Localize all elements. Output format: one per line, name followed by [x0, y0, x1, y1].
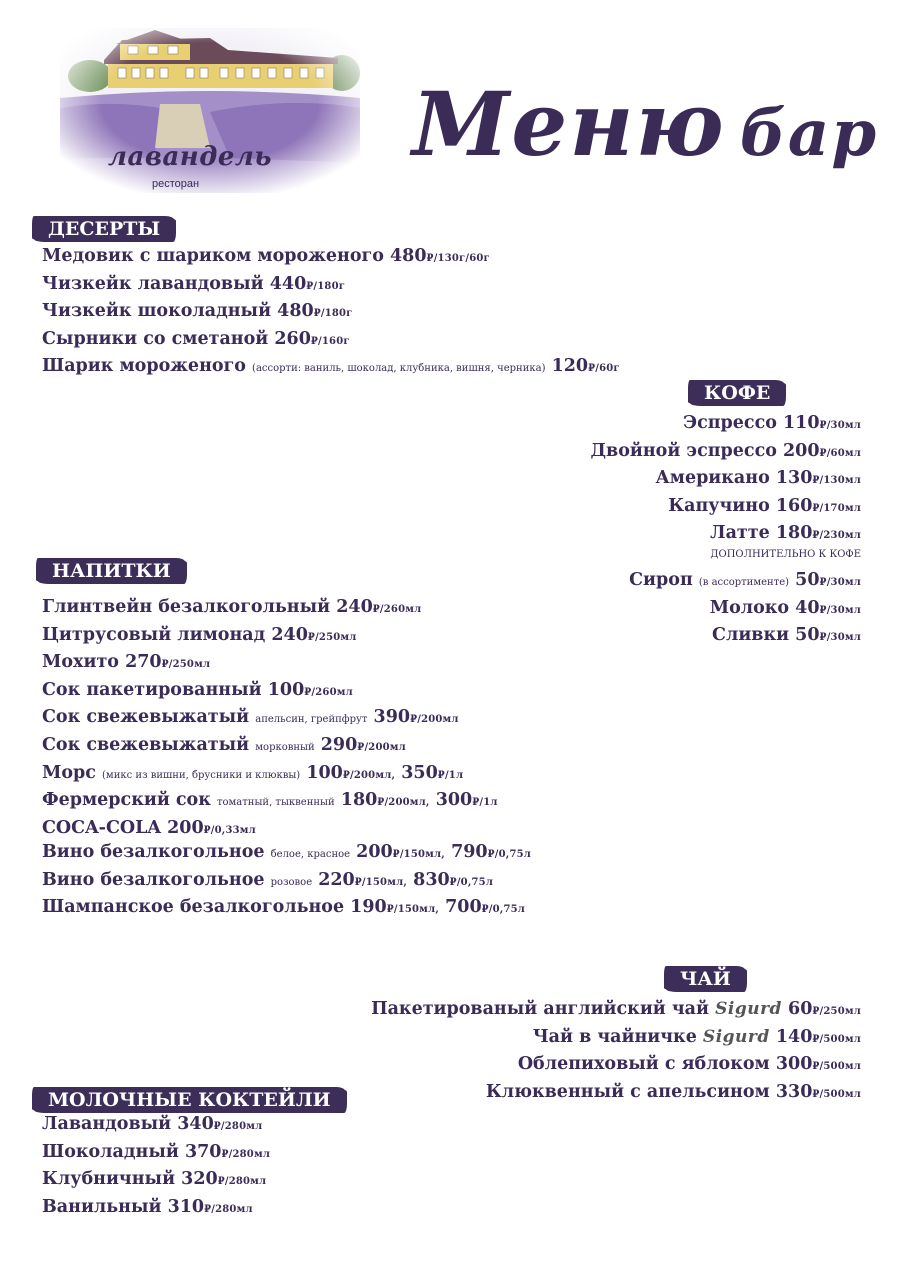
item-name: Чай в чайничке: [532, 1026, 697, 1047]
menu-item: [371, 997, 861, 1025]
menu-item: [42, 1167, 270, 1195]
item-name: Американо: [655, 468, 770, 488]
menu-item: [42, 678, 498, 706]
menu-item: [42, 868, 531, 896]
menu-item: [371, 1080, 861, 1108]
brand-name: лавандель: [108, 142, 273, 172]
item-name: Эспрессо: [683, 413, 777, 433]
menu-item: [42, 788, 498, 816]
item-unit: ₽/200мл: [357, 741, 406, 753]
menu-item: [42, 705, 498, 733]
item-price: 480: [390, 246, 427, 266]
item-unit: ₽/260мл: [304, 686, 353, 698]
item-unit: ₽/200мл: [410, 714, 459, 726]
item-unit: ₽/230мл: [812, 530, 861, 541]
item-unit: ₽/150мл,: [392, 849, 445, 860]
item-price: 200: [356, 842, 393, 862]
menu-item: [42, 1112, 270, 1140]
item-name: Сок свежевыжатый: [42, 707, 250, 728]
item-name: Лавандовый: [42, 1114, 172, 1134]
title-second: бар: [739, 96, 879, 171]
menu-item: [42, 244, 620, 272]
item-note: (ассорти: ваниль, шоколад, клубника, вишня, черника): [252, 363, 546, 374]
item-unit: ₽/130г/60г: [426, 253, 490, 264]
item-price: 370: [184, 1141, 222, 1162]
item-unit: ₽/30мл: [819, 577, 861, 588]
item-unit: ₽/500мл: [812, 1033, 861, 1045]
menu-item: [42, 895, 531, 923]
item-name: Чизкейк шоколадный: [42, 301, 272, 321]
section-heading-milkshakes: МОЛОЧНЫЕ КОКТЕЙЛИ: [34, 1087, 345, 1113]
item-price: 350: [401, 762, 438, 783]
item-price: 130: [775, 468, 813, 488]
menu-item: [42, 761, 498, 789]
item-price: 390: [373, 707, 411, 728]
item-name: Мохито: [42, 652, 119, 673]
item-price: 290: [320, 734, 358, 755]
item-unit: ₽/180г: [306, 280, 346, 292]
item-name: Молоко: [709, 597, 790, 618]
item-price: 180: [340, 790, 378, 811]
item-name: Фермерский сок: [42, 790, 211, 811]
coffee-list: [591, 411, 862, 549]
item-unit: ₽/280мл: [204, 1203, 253, 1215]
item-note: розовое: [270, 876, 313, 888]
item-unit: ₽/250мл: [161, 659, 211, 671]
item-unit: ₽/250мл: [812, 1006, 861, 1017]
item-unit: ₽/250мл: [307, 631, 357, 643]
drinks-list: [42, 595, 498, 843]
item-price: 160: [775, 495, 813, 516]
item-name: Шампанское безалкогольное: [42, 897, 345, 917]
item-price: 300: [435, 790, 473, 811]
item-price: 830: [413, 869, 450, 890]
coffee-extras-list: [629, 568, 861, 651]
item-price: 200: [167, 817, 204, 838]
item-unit: ₽/280мл: [213, 1121, 263, 1132]
menu-item: [42, 272, 620, 300]
menu-item: [591, 521, 862, 549]
item-note: (микс из вишни, брусники и клюквы): [102, 769, 301, 781]
page-title: [412, 72, 879, 176]
item-price: 320: [181, 1169, 218, 1189]
item-price: 50: [795, 625, 820, 645]
item-price: 140: [775, 1026, 813, 1047]
item-name: COCA-COLA: [42, 817, 161, 838]
menu-item: [42, 299, 620, 327]
item-unit: ₽/180г: [313, 308, 353, 319]
item-unit: ₽/280мл: [217, 1176, 267, 1187]
menu-item: [42, 327, 620, 355]
item-unit: ₽/1л: [472, 797, 498, 809]
item-unit: ₽/150мл,: [354, 876, 408, 888]
item-name: Двойной эспрессо: [590, 440, 777, 461]
desserts-list: [42, 244, 620, 382]
item-note: белое, красное: [270, 849, 351, 860]
item-note: томатный, тыквенный: [216, 797, 335, 809]
item-name: Морс: [42, 762, 96, 783]
item-unit: ₽/30мл: [819, 632, 861, 643]
item-note: (в ассортименте): [698, 577, 790, 588]
title-main: Меню: [412, 72, 726, 176]
item-brand: Sigurd: [715, 999, 782, 1019]
menu-item: [629, 623, 861, 651]
item-unit: ₽/200мл,: [377, 797, 430, 809]
item-note: морковный: [255, 741, 315, 753]
item-name: Глинтвейн безалкогольный: [42, 597, 331, 617]
item-price: 270: [125, 652, 162, 673]
coffee-extras-label: ДОПОЛНИТЕЛЬНО К КОФЕ: [710, 549, 861, 560]
item-price: 50: [795, 570, 820, 590]
item-unit: ₽/280мл: [221, 1148, 271, 1160]
menu-item: [42, 1140, 270, 1168]
menu-item: [591, 411, 862, 439]
item-price: 220: [318, 869, 355, 890]
section-heading-desserts: ДЕСЕРТЫ: [34, 216, 174, 242]
item-name: Медовик с шариком мороженого: [42, 246, 384, 266]
item-price: 100: [267, 679, 305, 700]
menu-item: [371, 1025, 861, 1053]
section-heading-tea: ЧАЙ: [666, 966, 745, 992]
item-unit: ₽/170мл: [812, 502, 861, 514]
menu-item: [591, 439, 862, 467]
milkshakes-list: [42, 1112, 270, 1222]
wine-list: [42, 840, 531, 923]
item-unit: ₽/30мл: [819, 420, 861, 431]
item-price: 440: [269, 273, 307, 294]
item-unit: ₽/30мл: [819, 604, 861, 616]
item-unit: ₽/0,75л: [481, 904, 526, 915]
item-unit: ₽/0,75л: [449, 876, 494, 888]
item-unit: ₽/0,33мл: [203, 824, 256, 836]
item-name: Сироп: [629, 570, 693, 590]
item-unit: ₽/1л: [437, 769, 464, 781]
item-name: Шоколадный: [42, 1141, 179, 1162]
item-name: Вино безалкогольное: [42, 842, 265, 862]
item-price: 60: [788, 999, 813, 1019]
item-price: 190: [350, 897, 387, 917]
item-price: 40: [795, 597, 820, 618]
item-unit: ₽/160г: [310, 335, 350, 347]
item-unit: ₽/60мл: [819, 447, 861, 459]
item-name: Чизкейк лавандовый: [42, 273, 264, 294]
item-price: 480: [277, 301, 314, 321]
item-price: 790: [451, 842, 488, 862]
item-unit: ₽/260мл: [372, 604, 422, 615]
item-price: 100: [306, 762, 343, 783]
item-unit: ₽/0,75л: [487, 849, 532, 860]
item-name: Вино безалкогольное: [42, 869, 265, 890]
menu-item: [629, 568, 861, 596]
item-unit: ₽/500мл: [812, 1088, 861, 1100]
menu-item: [591, 494, 862, 522]
item-price: 330: [775, 1081, 813, 1102]
item-name: Пакетированый английский чай: [371, 999, 709, 1019]
menu-item: [42, 733, 498, 761]
item-unit: ₽/200мл,: [342, 769, 396, 781]
item-price: 300: [775, 1054, 813, 1074]
section-heading-drinks: НАПИТКИ: [38, 558, 185, 584]
item-name: Клубничный: [42, 1169, 176, 1189]
menu-item: [42, 595, 498, 623]
item-name: Клюквенный с апельсином: [485, 1081, 770, 1102]
item-price: 120: [551, 356, 589, 376]
item-name: Облепиховый с яблоком: [517, 1054, 770, 1074]
item-brand: Sigurd: [702, 1026, 770, 1047]
item-name: Латте: [710, 523, 770, 543]
item-unit: ₽/130мл: [812, 475, 861, 486]
item-unit: ₽/60г: [588, 363, 620, 374]
menu-item: [42, 650, 498, 678]
item-price: 240: [336, 597, 373, 617]
item-unit: ₽/150мл,: [386, 904, 440, 915]
item-name: Сок свежевыжатый: [42, 734, 250, 755]
item-price: 240: [271, 624, 308, 645]
item-price: 260: [274, 328, 311, 349]
menu-item: [629, 596, 861, 624]
menu-item: [42, 840, 531, 868]
section-heading-coffee: КОФЕ: [690, 380, 784, 406]
item-price: 700: [445, 897, 482, 917]
item-price: 340: [177, 1114, 214, 1134]
item-unit: ₽/500мл: [812, 1061, 861, 1072]
item-name: Ванильный: [42, 1196, 162, 1217]
brand-subtitle: ресторан: [152, 178, 200, 190]
item-price: 200: [783, 440, 820, 461]
item-name: Сок пакетированный: [42, 679, 262, 700]
menu-item: [42, 1195, 270, 1223]
item-name: Шарик мороженого: [42, 356, 246, 376]
item-price: 110: [783, 413, 820, 433]
item-name: Сливки: [712, 625, 790, 645]
item-name: Цитрусовый лимонад: [42, 624, 266, 645]
item-price: 180: [775, 523, 813, 543]
menu-item: [42, 354, 620, 382]
menu-item: [42, 623, 498, 651]
item-name: Капучино: [668, 495, 770, 516]
item-name: Сырники со сметаной: [42, 328, 269, 349]
item-note: апельсин, грейпфрут: [255, 714, 368, 726]
tea-list: [371, 997, 861, 1107]
item-price: 310: [167, 1196, 205, 1217]
menu-item: [591, 466, 862, 494]
menu-item: [371, 1052, 861, 1080]
